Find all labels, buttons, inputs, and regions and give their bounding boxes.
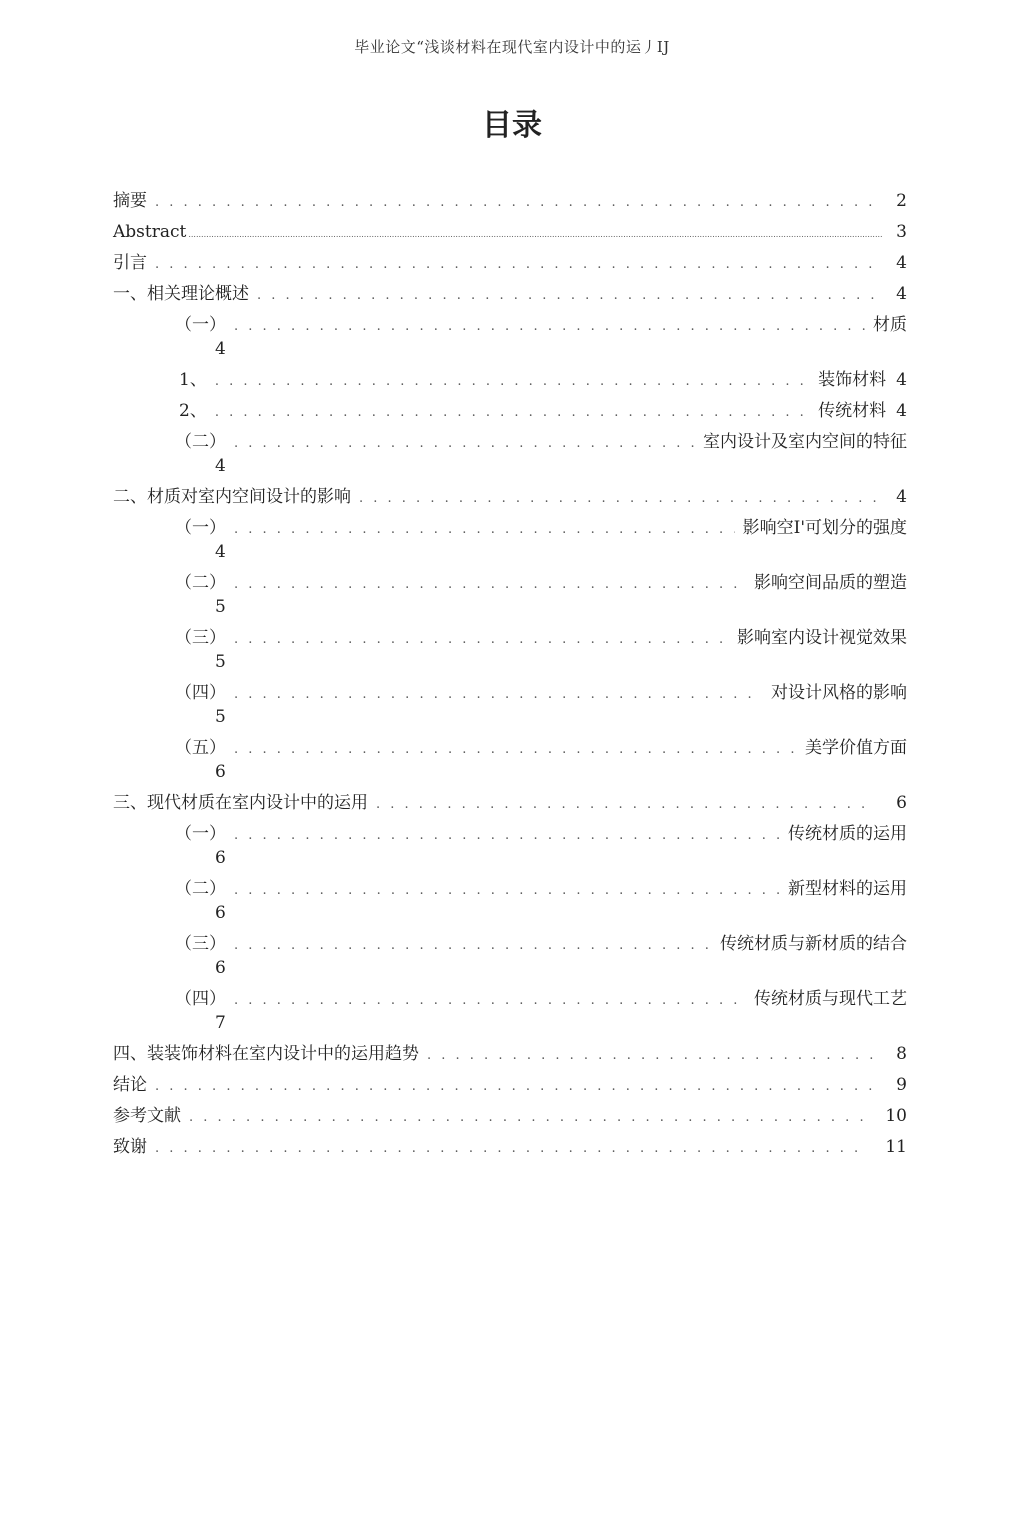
toc-entry-page: 6 [215, 903, 226, 923]
toc-entry-label: （四） [175, 989, 226, 1009]
toc-entry-1-1-1[interactable] [113, 365, 907, 396]
toc-entry-2-2[interactable] [113, 568, 907, 623]
toc-leader-dots [188, 219, 882, 250]
toc-entry-label: （四） [175, 683, 226, 703]
toc-entry-page: 4 [215, 542, 226, 562]
toc-entry-label: （二） [175, 879, 226, 899]
toc-entry-chapter-1[interactable] [113, 279, 907, 310]
toc-entry-title: 传统材质的运用 [788, 824, 907, 844]
toc-entry-page: 4 [896, 370, 907, 390]
toc-entry-title: 美学价值方面 [805, 738, 907, 758]
toc-entry-page: 4 [896, 253, 907, 273]
toc-leader-dots [257, 280, 876, 311]
toc-entry-page: 6 [896, 793, 907, 813]
toc-leader-dots [376, 789, 876, 820]
toc-leader-dots [234, 930, 712, 961]
toc-leader-dots [234, 820, 780, 851]
toc-entry-2-5[interactable] [113, 733, 907, 788]
toc-leader-dots [155, 1133, 865, 1164]
toc-entry-title: 影响空间品质的塑造 [754, 573, 907, 593]
toc-entry-label: 三、现代材质在室内设计中的运用 [113, 793, 368, 813]
toc-entry-label: 致谢 [113, 1137, 147, 1157]
toc-entry-2-4[interactable] [113, 678, 907, 733]
toc-entry-3-1[interactable] [113, 819, 907, 874]
toc-entry-page: 4 [215, 339, 226, 359]
toc-leader-dots [155, 187, 876, 218]
toc-entry-label: 2、 [179, 401, 207, 421]
toc-entry-label: 参考文献 [113, 1106, 181, 1126]
toc-entry-label: （一） [175, 824, 226, 844]
toc-entry-2-3[interactable] [113, 623, 907, 678]
toc-entry-acknowledgements[interactable] [113, 1132, 907, 1163]
toc-entry-title: 新型材料的运用 [788, 879, 907, 899]
toc-entry-2-1[interactable] [113, 513, 907, 568]
toc-entry-label: （五） [175, 738, 226, 758]
toc-leader-dots [234, 875, 780, 906]
toc-leader-dots [215, 366, 810, 397]
toc-leader-dots [155, 249, 876, 280]
toc-leader-dots [189, 1102, 865, 1133]
toc-entry-title: 对设计风格的影响 [771, 683, 907, 703]
toc-entry-label: 一、相关理论概述 [113, 284, 249, 304]
toc-entry-label: （二） [175, 573, 226, 593]
toc-entry-1-2[interactable] [113, 427, 907, 482]
toc-entry-label: 二、材质对室内空间设计的影响 [113, 487, 351, 507]
toc-leader-dots [155, 1071, 876, 1102]
toc-entry-page: 6 [215, 762, 226, 782]
toc-entry-title: 材质 [873, 315, 907, 335]
toc-entry-page: 5 [215, 652, 226, 672]
toc-entry-page: 4 [896, 401, 907, 421]
toc-entry-3-3[interactable] [113, 929, 907, 984]
toc-leader-dots [234, 514, 735, 545]
toc-entry-chapter-3[interactable] [113, 788, 907, 819]
toc-entry-3-2[interactable] [113, 874, 907, 929]
toc-entry-abstract-en[interactable] [113, 217, 907, 248]
toc-entry-3-4[interactable] [113, 984, 907, 1039]
toc-entry-page: 5 [215, 597, 226, 617]
toc-entry-label: 1、 [179, 370, 207, 390]
toc-leader-dots [234, 624, 729, 655]
toc-entry-label: （三） [175, 934, 226, 954]
toc-leader-dots [427, 1040, 876, 1071]
toc-leader-dots [234, 569, 746, 600]
toc-entry-title: 室内设计及室内空间的特征 [703, 432, 907, 452]
toc-entry-chapter-2[interactable] [113, 482, 907, 513]
toc-entry-page: 6 [215, 958, 226, 978]
toc-entry-title: 影响空I'可划分的强度 [742, 518, 907, 538]
toc-entry-label: 结论 [113, 1075, 147, 1095]
toc-entry-title: 传统材质与现代工艺 [754, 989, 907, 1009]
toc-entry-page: 4 [896, 487, 907, 507]
toc-entry-page: 9 [896, 1075, 907, 1095]
toc-entry-page: 2 [896, 191, 907, 211]
toc-entry-title: 装饰材料 [818, 370, 887, 390]
toc-entry-label: （一） [175, 518, 226, 538]
toc-entry-page: 4 [215, 456, 226, 476]
table-of-contents [113, 186, 907, 1163]
toc-entry-abstract-cn[interactable] [113, 186, 907, 217]
toc-entry-title: 传统材料 [818, 401, 887, 421]
toc-entry-page: 10 [885, 1106, 907, 1126]
toc-entry-chapter-4[interactable] [113, 1039, 907, 1070]
toc-leader-dots [234, 428, 695, 459]
toc-entry-page: 4 [896, 284, 907, 304]
toc-entry-label: （一） [175, 315, 226, 335]
toc-entry-conclusion[interactable] [113, 1070, 907, 1101]
toc-entry-introduction[interactable] [113, 248, 907, 279]
toc-entry-1-1[interactable] [113, 310, 907, 365]
toc-leader-dots [234, 679, 763, 710]
toc-entry-label: （二） [175, 432, 226, 452]
toc-leader-dots [359, 483, 876, 514]
toc-entry-page: 6 [215, 848, 226, 868]
toc-entry-label: Abstract [113, 222, 187, 242]
running-header: 毕业论文“浅谈材料在现代室内设计中的运丿IJ [354, 38, 670, 56]
page-title: 目录 [482, 108, 542, 143]
toc-leader-dots [234, 985, 746, 1016]
toc-entry-label: （三） [175, 628, 226, 648]
toc-leader-dots [234, 734, 797, 765]
toc-entry-page: 8 [896, 1044, 907, 1064]
toc-entry-1-1-2[interactable] [113, 396, 907, 427]
toc-entry-page: 7 [215, 1013, 226, 1033]
toc-entry-label: 摘要 [113, 191, 147, 211]
toc-entry-label: 引言 [113, 253, 147, 273]
toc-entry-title: 影响室内设计视觉效果 [737, 628, 907, 648]
toc-leader-dots [234, 311, 865, 342]
toc-entry-title: 传统材质与新材质的结合 [720, 934, 907, 954]
toc-entry-label: 四、装装饰材料在室内设计中的运用趋势 [113, 1044, 419, 1064]
toc-entry-page: 5 [215, 707, 226, 727]
toc-leader-dots [215, 397, 810, 428]
toc-entry-references[interactable] [113, 1101, 907, 1132]
toc-entry-page: 3 [896, 222, 907, 242]
toc-entry-page: 11 [885, 1137, 907, 1157]
